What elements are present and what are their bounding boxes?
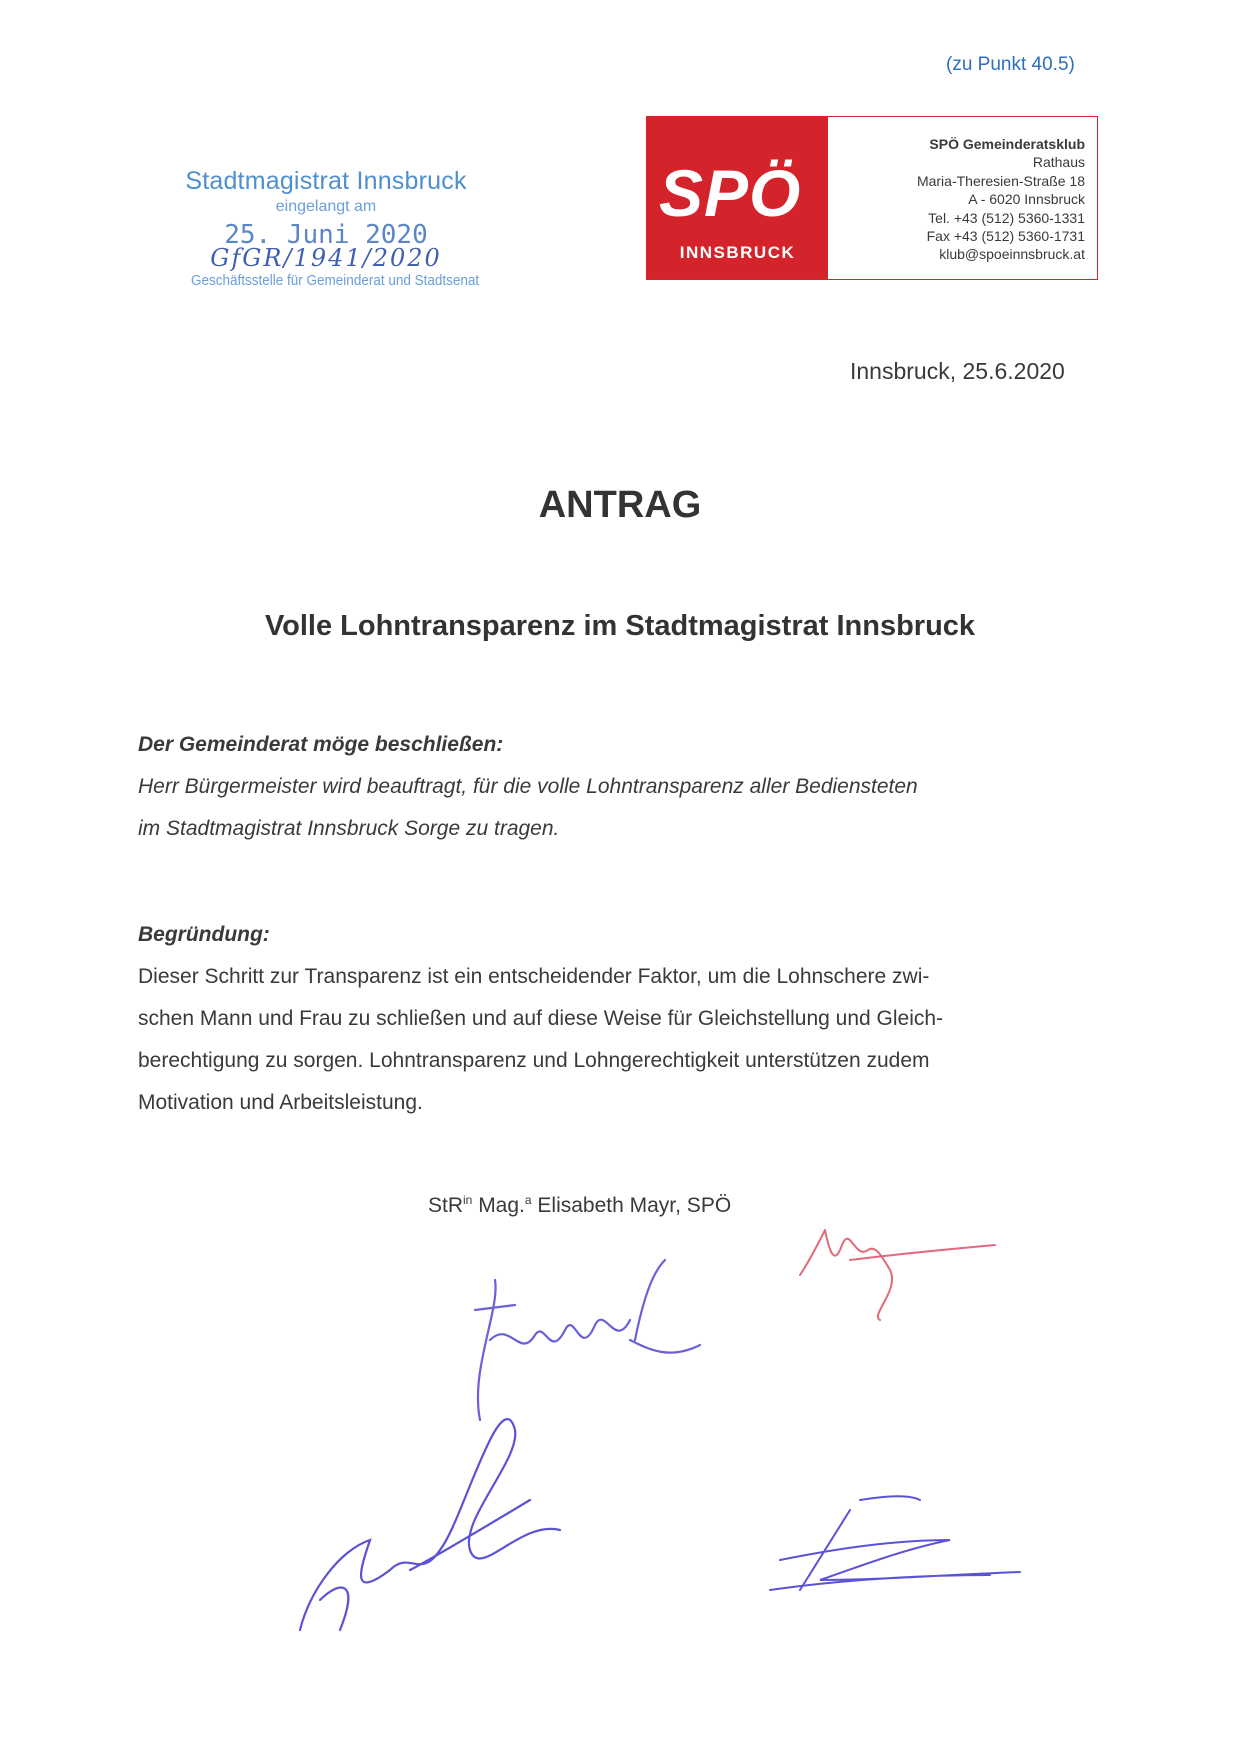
- stamp-department: Geschäftsstelle für Gemeinderat und Stadtsenat: [191, 272, 480, 289]
- signer-degree: Mag.: [472, 1194, 525, 1217]
- address-email: klub@spoeinnsbruck.at: [939, 246, 1085, 263]
- signer-title-sup: in: [463, 1193, 473, 1207]
- signer-title: StR: [428, 1194, 464, 1217]
- justification-section: [138, 914, 1098, 1124]
- address-line: Rathaus: [1032, 154, 1085, 171]
- received-stamp: [176, 167, 480, 289]
- motion-line: Herr Bürgermeister wird beauftragt, für die volle Lohntransparenz aller Bediensteten: [138, 775, 918, 798]
- justification-line: schen Mann und Frau zu schließen und auf diese Weise für Gleichstellung und Gleich-: [138, 1007, 944, 1030]
- justification-line: Dieser Schritt zur Transparenz ist ein entscheidender Faktor, um die Lohnschere zwi-: [138, 965, 930, 988]
- stamp-title: Stadtmagistrat Innsbruck: [185, 167, 467, 195]
- agenda-reference: (zu Punkt 40.5): [946, 54, 1075, 75]
- motion-line: im Stadtmagistrat Innsbruck Sorge zu tragen.: [138, 817, 560, 840]
- document-subtitle: Volle Lohntransparenz im Stadtmagistrat Innsbruck: [264, 610, 976, 642]
- signer-degree-sup: a: [524, 1193, 532, 1207]
- signature-4: [740, 1480, 1040, 1620]
- address-fax: Fax +43 (512) 5360-1731: [926, 228, 1085, 245]
- stamp-date: 25. Juni 2020: [224, 220, 428, 250]
- letterhead-address: [917, 135, 1085, 264]
- address-line: Maria-Theresien-Straße 18: [916, 172, 1085, 189]
- address-line: A - 6020 Innsbruck: [968, 191, 1085, 208]
- motion-section: [138, 724, 1098, 850]
- document-title: ANTRAG: [538, 484, 702, 526]
- signer-name: Elisabeth Mayr, SPÖ: [531, 1194, 732, 1217]
- logo-subtext: INNSBRUCK: [679, 243, 796, 262]
- date-line: Innsbruck, 25.6.2020: [850, 358, 1065, 384]
- justification-heading: Begründung:: [138, 923, 270, 946]
- logo-text: SPÖ: [659, 156, 802, 230]
- stamp-received-label: eingelangt am: [275, 198, 377, 215]
- justification-line: Motivation und Arbeitsleistung.: [138, 1091, 423, 1114]
- address-phone: Tel. +43 (512) 5360-1331: [928, 209, 1085, 226]
- signer-line: [428, 1193, 731, 1218]
- org-name: SPÖ Gemeinderatsklub: [929, 136, 1085, 152]
- justification-line: berechtigung zu sorgen. Lohntransparenz und Lohngerechtigkeit unterstützen zudem: [138, 1049, 930, 1072]
- signature-2: [780, 1200, 1020, 1330]
- motion-heading: Der Gemeinderat möge beschließen:: [138, 733, 504, 756]
- stamp-reference-number: GfGR/1941/2020: [210, 244, 442, 272]
- signature-3: [280, 1400, 620, 1660]
- party-logo: [647, 117, 828, 279]
- letterhead: [646, 116, 1098, 280]
